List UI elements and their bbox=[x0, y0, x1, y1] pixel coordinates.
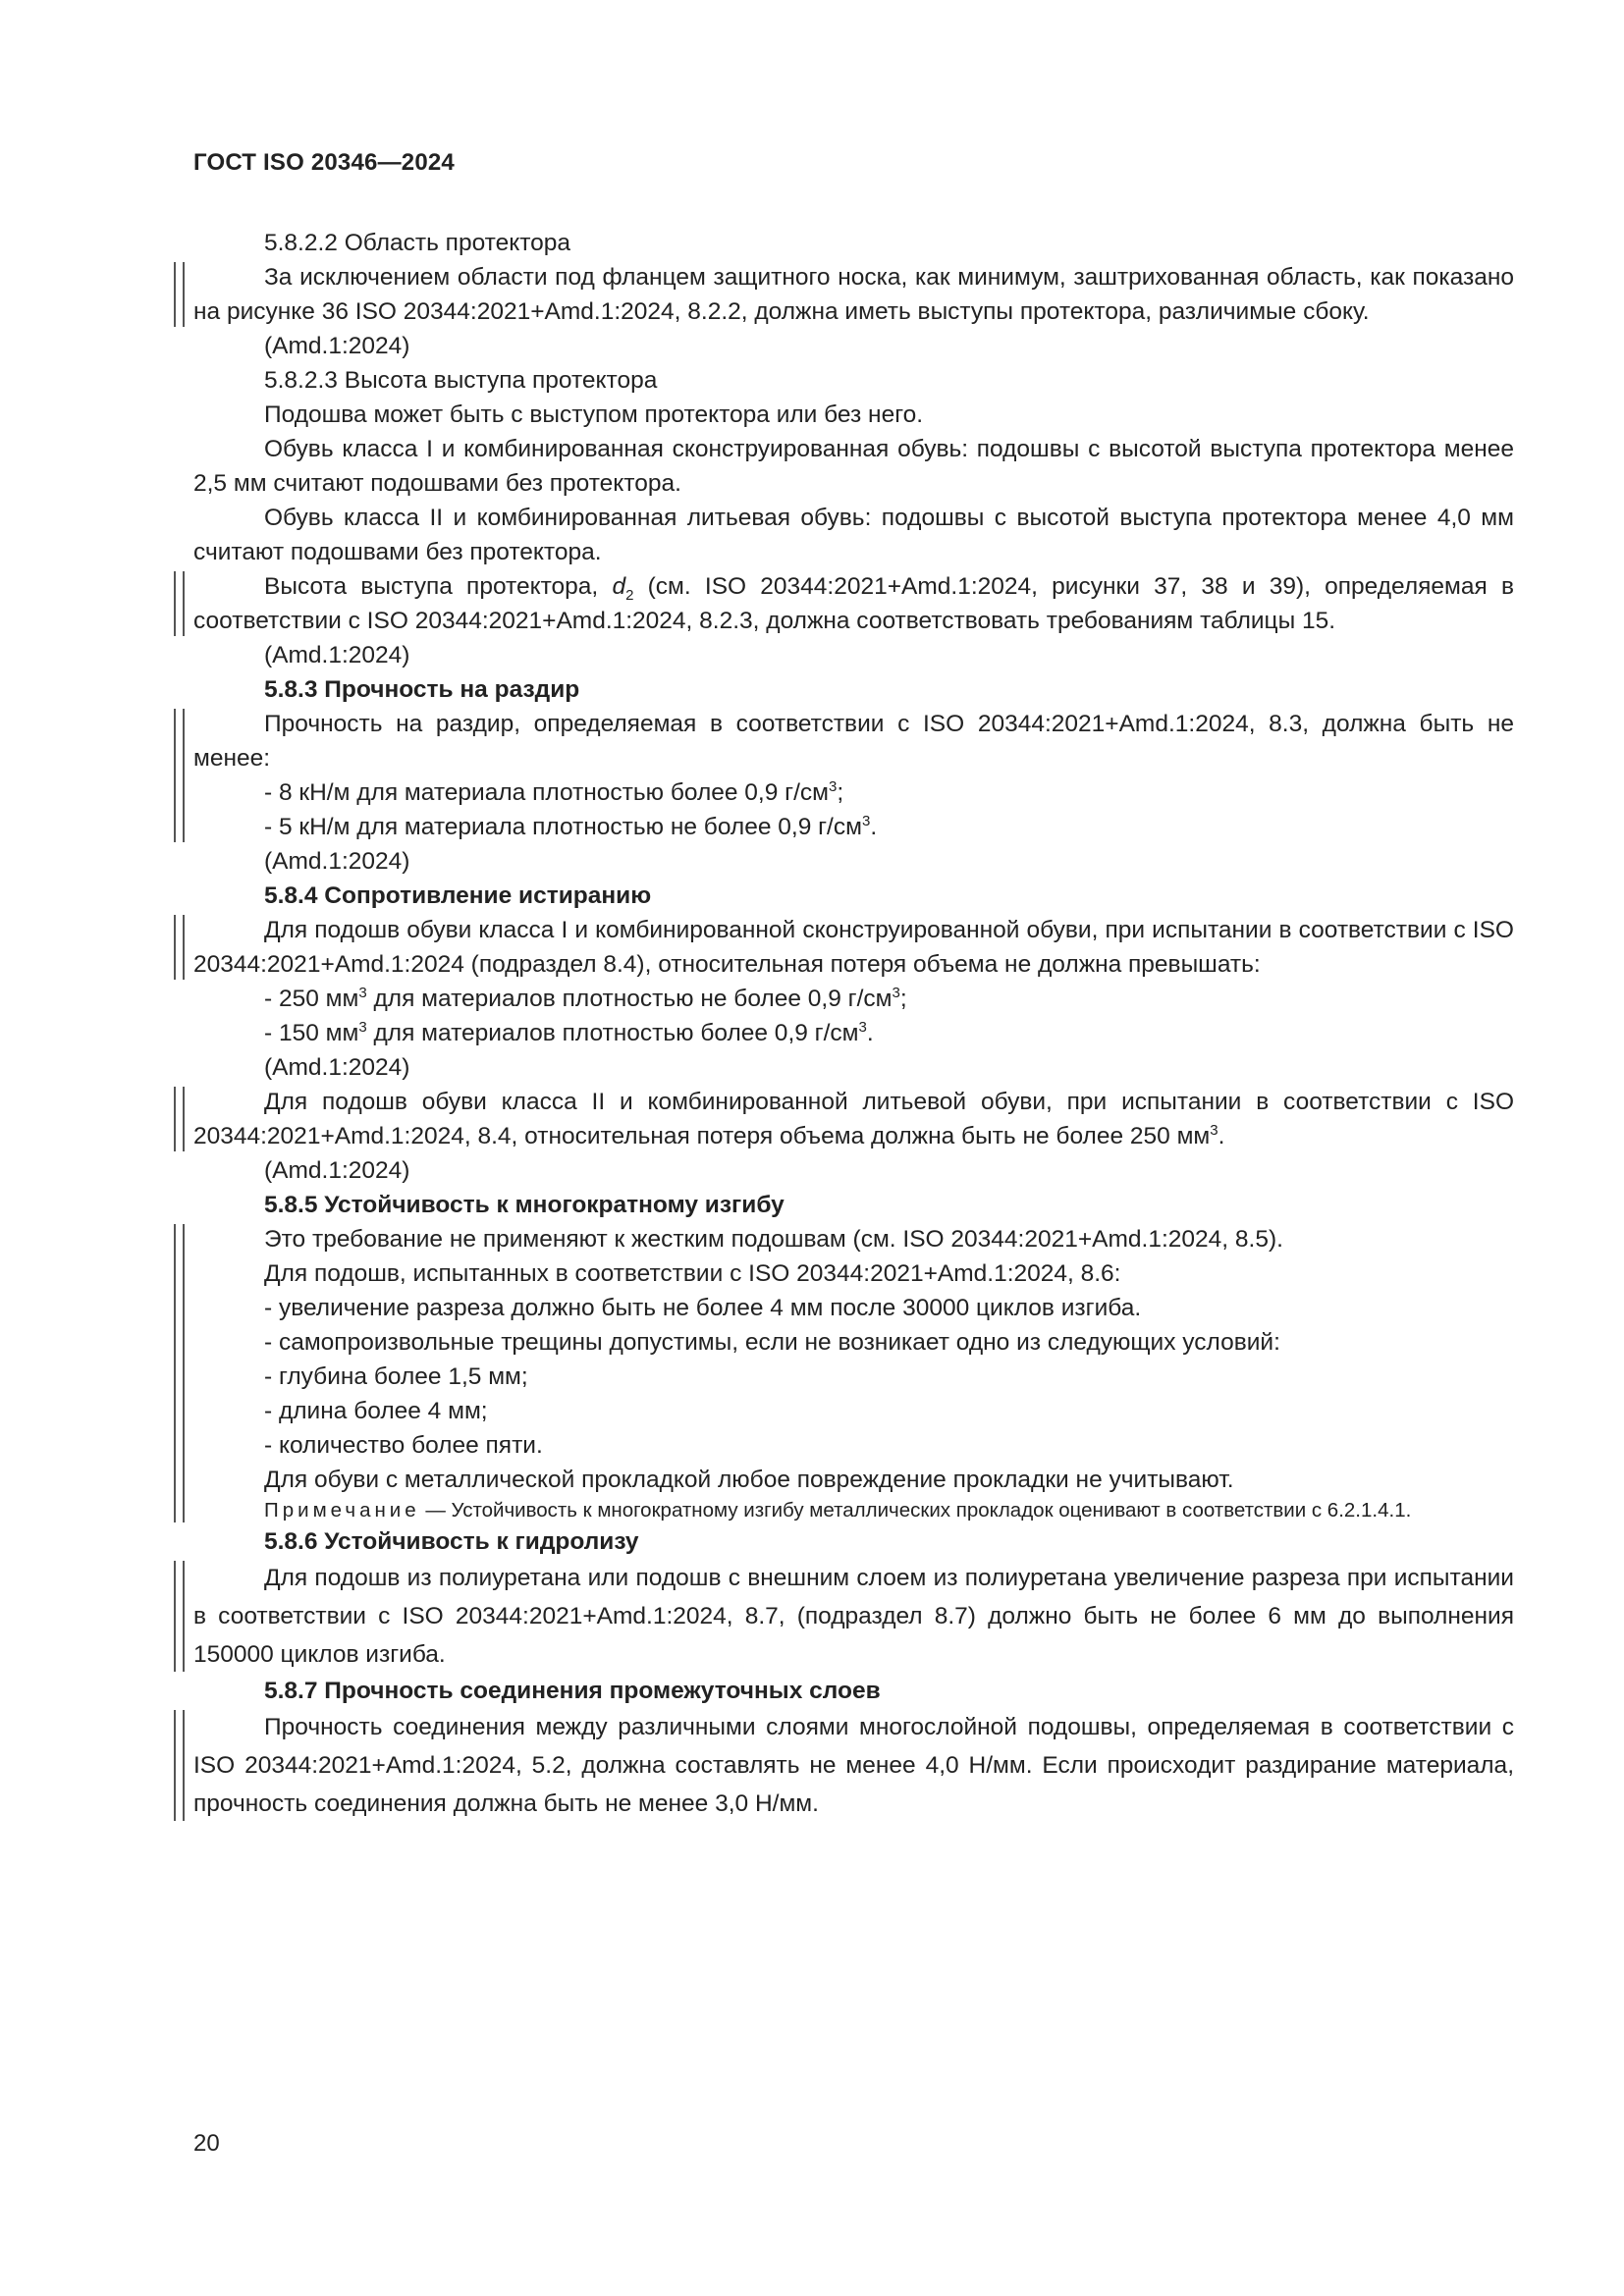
document-body bbox=[193, 226, 1514, 1823]
note-text: — Устойчивость к многократному изгибу металлических прокладок оценивают в соответствии с 6.2.1.4.1. bbox=[419, 1499, 1412, 1522]
list-item: - длина более 4 мм; bbox=[264, 1398, 488, 1424]
document-header: ГОСТ ISO 20346—2024 bbox=[193, 149, 455, 176]
paragraph-cleat-intro: Подошва может быть с выступом протектора или без него. bbox=[264, 401, 924, 428]
text-fragment: Высота выступа протектора, bbox=[264, 573, 613, 600]
amendment-note: (Amd.1:2024) bbox=[264, 848, 410, 875]
flex-resistance-block bbox=[193, 1222, 1514, 1524]
note bbox=[193, 1497, 1514, 1524]
list-item: - 5 кН/м для материала плотностью не более 0,9 $г/см^3$. bbox=[264, 812, 878, 840]
list-item: - увеличение разреза должно быть не более 4 мм после 30000 циклов изгиба. bbox=[264, 1295, 1142, 1321]
list-item: - глубина более 1,5 мм; bbox=[264, 1363, 528, 1390]
paragraph-rigid-soles: Это требование не применяют к жестким подошвам (см. ISO 20344:2021+Amd.1:2024, 8.5). bbox=[264, 1226, 1283, 1253]
section-heading-5-8-3: 5.8.3 Прочность на раздир bbox=[264, 676, 580, 703]
section-heading-5-8-2-3: 5.8.2.3 Высота выступа протектора bbox=[264, 367, 658, 394]
list-item: - 150 $мм^3$ для материалов плотностью более 0,9 $г/см^3$. bbox=[264, 1018, 874, 1046]
subscript: 2 bbox=[625, 586, 634, 604]
text-fragment: (см. ISO 20344:2021+Amd.1:2024, рисунки 37, 38 и 39), определяемая в соответствии с ISO 20344:2021+Amd.1:2024, 8.2.3, должна соответствовать требованиям таблицы 15. bbox=[193, 573, 1514, 634]
variable-d: d bbox=[612, 573, 626, 600]
paragraph-hydrolysis: Для подошв из полиуретана или подошв с внешним слоем из полиуретана увеличение разреза при испытании в соответствии с ISO 20344:2021+Amd.1:2024, 8.7, (подраздел 8.7) должно быть не более 6 мм до выполнения 150000 циклов изгиба. bbox=[193, 1559, 1514, 1674]
list-item: - самопроизвольные трещины допустимы, если не возникает одно из следующих условий: bbox=[264, 1329, 1280, 1356]
amendment-note: (Amd.1:2024) bbox=[264, 642, 410, 668]
paragraph-tested-soles: Для подошв, испытанных в соответствии с ISO 20344:2021+Amd.1:2024, 8.6: bbox=[264, 1260, 1121, 1287]
paragraph-metal-insert: Для обуви с металлической прокладкой любое повреждение прокладки не учитывают. bbox=[264, 1467, 1234, 1493]
paragraph-abrasion-class-1: Для подошв обуви класса I и комбинированной сконструированной обуви, при испытании в соответствии с ISO 20344:2021+Amd.1:2024 (подраздел 8.4), относительная потеря объема не должна превышать: bbox=[193, 913, 1514, 982]
amendment-note: (Amd.1:2024) bbox=[264, 333, 410, 359]
amendment-note: (Amd.1:2024) bbox=[264, 1157, 410, 1184]
list-item: - 8 кН/м для материала плотностью более 0,9 $г/см^3$; bbox=[264, 777, 844, 806]
paragraph-interlayer-bond: Прочность соединения между различными слоями многослойной подошвы, определяемая в соответствии с ISO 20344:2021+Amd.1:2024, 5.2, должна составлять не менее 4,0 Н/мм. Если происходит раздирание материала, прочность соединения должна быть не менее 3,0 Н/мм. bbox=[193, 1708, 1514, 1823]
paragraph-class-1-cleat: Обувь класса I и комбинированная сконструированная обувь: подошвы с высотой выступа протектора менее 2,5 мм считают подошвами без протектора. bbox=[193, 436, 1514, 497]
paragraph-abrasion-class-2: Для подошв обуви класса II и комбинированной литьевой обуви, при испытании в соответствии с ISO 20344:2021+Amd.1:2024, 8.4, относительная потеря объема должна быть не более 250 $мм^3$. bbox=[193, 1085, 1514, 1153]
section-heading-5-8-2-2: 5.8.2.2 Область протектора bbox=[264, 230, 571, 256]
amendment-note: (Amd.1:2024) bbox=[264, 1054, 410, 1081]
paragraph-tear-strength: Прочность на раздир, определяемая в соответствии с ISO 20344:2021+Amd.1:2024, 8.3, должна быть не менее: bbox=[193, 711, 1514, 772]
section-heading-5-8-4: 5.8.4 Сопротивление истиранию bbox=[264, 882, 652, 909]
page-number: 20 bbox=[193, 2130, 220, 2157]
paragraph-class-2-cleat: Обувь класса II и комбинированная литьевая обувь: подошвы с высотой выступа протектора менее 4,0 мм считают подошвами без протектора. bbox=[193, 505, 1514, 565]
list-item: - 250 $мм^3$ для материалов плотностью не более 0,9 $г/см^3$; bbox=[264, 984, 907, 1012]
section-heading-5-8-6: 5.8.6 Устойчивость к гидролизу bbox=[264, 1528, 639, 1555]
section-heading-5-8-5: 5.8.5 Устойчивость к многократному изгибу bbox=[264, 1192, 785, 1218]
tear-strength-block bbox=[193, 707, 1514, 844]
note-label: Примечание bbox=[264, 1499, 420, 1522]
section-heading-5-8-7: 5.8.7 Прочность соединения промежуточных слоев bbox=[264, 1678, 881, 1704]
paragraph-tread-area: За исключением области под фланцем защитного носка, как минимум, заштрихованная область, как показано на рисунке 36 ISO 20344:2021+Amd.1:2024, 8.2.2, должна иметь выступы протектора, различимые сбоку. bbox=[193, 260, 1514, 329]
paragraph-cleat-height bbox=[193, 569, 1514, 638]
list-item: - количество более пяти. bbox=[264, 1432, 543, 1459]
